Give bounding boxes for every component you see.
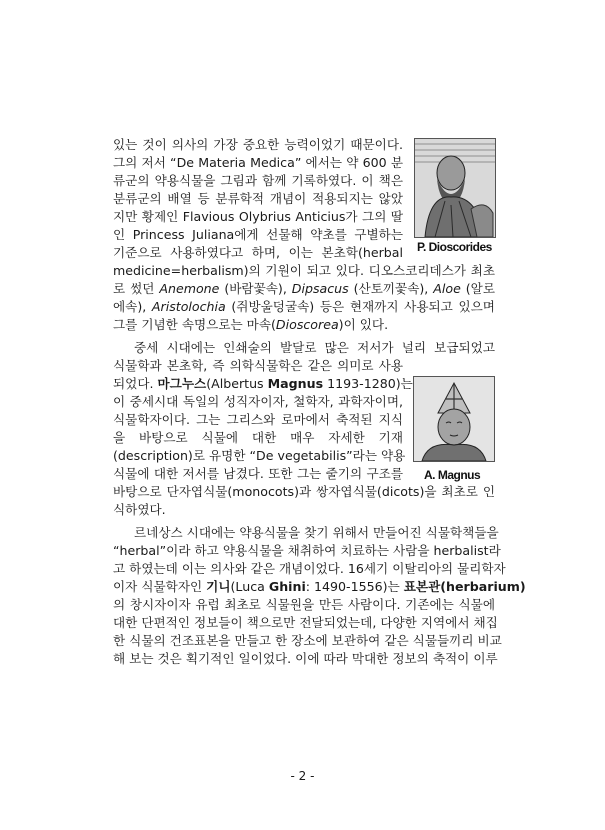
text-line: 바탕으로 단자엽식물(monocots)과 쌍자엽식물(dicots)을 최초로 인 [113,484,495,499]
text-line: 대한 단편적인 정보들이 책으로만 전달되었는데, 다양한 지역에서 채집 [113,615,498,630]
engraving-image [414,377,494,461]
dioscorides-portrait [414,138,496,238]
genus-name: Anemone [159,281,220,296]
text-line: “herbal”이라 하고 약용식물을 채취하여 치료하는 사람을 herbalist라 [113,543,501,558]
text-line: 식물학과 본초학, 즉 의학식물학은 같은 의미로 사용 [113,358,403,373]
person-name: 기니 [206,579,231,594]
text-line: 되었다. 마그누스(Albertus Magnus 1193-1280)는 [113,376,413,391]
genus-name: Aristolochia [151,299,226,314]
text-line: 중세 시대에는 인쇄술의 발달로 많은 저서가 널리 보급되었고 [134,340,495,355]
genus-name: Dipsacus [291,281,349,296]
text-line: 기준으로 사용하였다고 하며, 이는 본초학(herbal [113,245,403,260]
text-line: 로 썼던 Anemone (바람꽃속), Dipsacus (산토끼꽃속), Aloe (알로 [113,281,496,296]
text-line: 식물에 대한 저서를 남겼다. 또한 그는 줄기의 구조를 [113,466,403,481]
text-line: 인 Princess Juliana에게 선물해 약초를 구별하는 [113,227,403,242]
text-line: (description)로 유명한 “De vegetabilis”라는 약용 [113,448,406,463]
herbarium-term: 표본관(herbarium) [403,579,526,594]
genus-name: Aloe [433,281,461,296]
person-name: Magnus [267,376,324,391]
text-line: 이 중세시대 독일의 성직자이자, 철학자, 과학자이며, [113,394,403,409]
person-name: Ghini [268,579,306,594]
text-line: 그의 저서 “De Materia Medica” 에서는 약 600 분 [113,155,403,170]
engraving-image [415,139,495,237]
text-line: 의 창시자이자 유럽 최초로 식물원을 만든 사람이다. 기존에는 식물에 [113,597,495,612]
figure-caption: P. Dioscorides [417,240,492,254]
person-name: 마그누스 [157,376,207,391]
page-number: - 2 - [290,769,315,783]
text-line: 식물학자이다. 그는 그리스와 로마에서 축적된 지식 [113,412,403,427]
text-line: 고 하였는데 이는 의사와 같은 개념이었다. 16세기 이탈리아의 물리학자 [113,561,506,576]
text-line: 그를 기념한 속명으로는 마속(Dioscorea)이 있다. [113,317,389,332]
text-line: 식하였다. [113,502,166,517]
text-line: 한 식물의 건조표본을 만들고 한 장소에 보관하여 같은 식물들끼리 비교 [113,633,502,648]
text-line: 에속), Aristolochia (쥐방울덩굴속) 등은 현재까지 사용되고 있으며 [113,299,495,314]
text-line: 지만 황제인 Flavious Olybrius Anticius가 그의 딸 [113,209,403,224]
text-line: medicine=herbalism)의 기원이 되고 있다. 디오스코리데스가 최초 [113,263,495,278]
text-line: 해 보는 것은 획기적인 일이었다. 이에 따라 막대한 정보의 축적이 이루 [113,651,498,666]
text-line: 이자 식물학자인 기니(Luca Ghini: 1490-1556)는 표본관(herbarium) [113,579,526,594]
text-line: 르네상스 시대에는 약용식물을 찾기 위해서 만들어진 식물학책들을 [134,525,499,540]
text-line: 분류군의 배열 등 분류학적 개념이 적용되지는 않았 [113,191,403,206]
genus-name: Dioscorea [275,317,339,332]
figure-caption: A. Magnus [424,468,481,482]
text-line: 류군의 약용식물을 그림과 함께 기록하였다. 이 책은 [113,173,403,188]
magnus-portrait [413,376,495,462]
text-line: 있는 것이 의사의 가장 중요한 능력이었기 때문이다. [113,137,403,152]
text-line: 을 바탕으로 식물에 대한 매우 자세한 기재 [113,430,403,445]
